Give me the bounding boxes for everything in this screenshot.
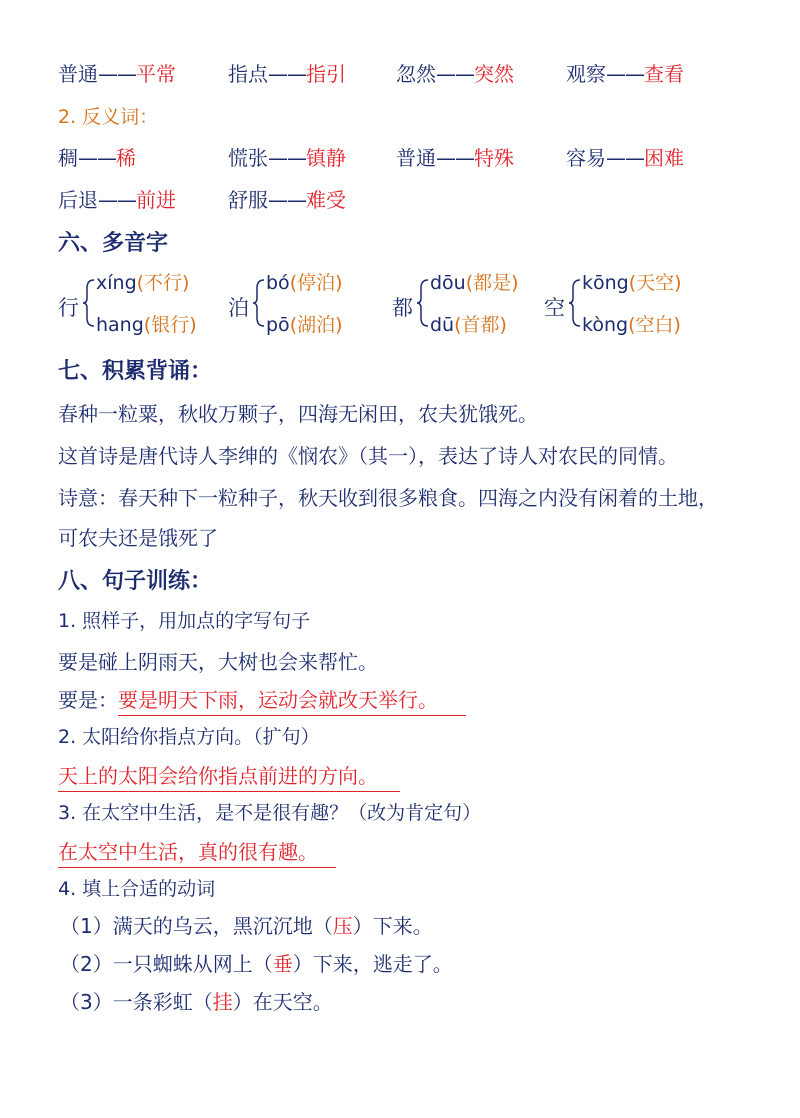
brace-icon	[416, 278, 430, 328]
brace-icon	[568, 278, 582, 328]
pair: 后退——前进	[58, 188, 176, 212]
polyphone-char: 都	[392, 296, 413, 320]
polyphone-reading-2: dū(首都)	[430, 314, 507, 336]
polyphone-char: 空	[544, 296, 565, 320]
poem-note: 这首诗是唐代诗人李绅的《悯农》（其一），表达了诗人对农民的同情。	[58, 444, 678, 468]
question-3-answer: 在太空中生活，真的很有趣。	[58, 840, 318, 864]
question-2-answer-line	[58, 760, 400, 792]
pair: 普通——特殊	[396, 146, 514, 170]
question-1-example: 要是碰上阴雨天，大树也会来帮忙。	[58, 650, 378, 674]
polyphone-reading-1: dōu(都是)	[430, 272, 519, 294]
polyphone-char: 行	[58, 296, 79, 320]
brace-icon	[252, 278, 266, 328]
pair: 容易——困难	[566, 146, 684, 170]
polyphone-char: 泊	[228, 296, 249, 320]
poem-meaning-line-2: 可农夫还是饿死了	[58, 526, 218, 550]
poem-text: 春种一粒粟，秋收万颗子，四海无闲田，农夫犹饿死。	[58, 402, 538, 426]
question-3-answer-line	[58, 836, 336, 868]
section-7-title: 七、积累背诵：	[58, 359, 213, 384]
polyphone-group	[228, 268, 398, 340]
pair: 普通——平常	[58, 62, 176, 86]
question-3: 3. 在太空中生活，是不是很有趣？（改为肯定句）	[58, 802, 482, 824]
pair: 慌张——镇静	[228, 146, 346, 170]
polyphone-group	[58, 268, 228, 340]
answer-line	[58, 836, 336, 868]
section-6-title: 六、多音字	[58, 231, 169, 256]
pair: 忽然——突然	[396, 62, 514, 86]
question-1-answer-line: 要是：要是明天下雨，运动会就改天举行。	[58, 684, 466, 716]
pair: 指点——指引	[228, 62, 346, 86]
question-4: 4. 填上合适的动词	[58, 878, 216, 900]
question-2: 2. 太阳给你指点方向。（扩句）	[58, 726, 320, 748]
pair: 稠——稀	[58, 146, 136, 170]
fill-item: （3）一条彩虹（挂）在天空。	[60, 990, 333, 1014]
section-8-title: 八、句子训练：	[58, 569, 213, 594]
polyphone-reading-2: hang(银行)	[96, 314, 197, 336]
polyphone-reading-2: pō(湖泊)	[266, 314, 343, 336]
polyphone-reading-1: kōng(天空)	[582, 272, 682, 294]
polyphone-group	[544, 268, 744, 340]
brace-icon	[82, 278, 96, 328]
question-2-answer: 天上的太阳会给你指点前进的方向。	[58, 764, 378, 788]
antonym-heading: 2. 反义词：	[58, 106, 159, 128]
question-1-answer: 要是明天下雨，运动会就改天举行。	[118, 688, 438, 712]
polyphone-reading-1: bó(停泊)	[266, 272, 343, 294]
poem-meaning-line-1: 诗意：春天种下一粒种子，秋天收到很多粮食。四海之内没有闲着的土地，	[58, 486, 718, 510]
fill-item: （1）满天的乌云，黑沉沉地（压）下来。	[60, 914, 433, 938]
question-1: 1. 照样子，用加点的字写句子	[58, 610, 311, 632]
answer-line	[118, 684, 466, 716]
polyphone-reading-2: kòng(空白)	[582, 314, 681, 336]
pair: 舒服——难受	[228, 188, 346, 212]
pair: 观察——查看	[566, 62, 684, 86]
answer-line	[58, 760, 400, 792]
polyphone-group	[392, 268, 562, 340]
fill-item: （2）一只蜘蛛从网上（垂）下来，逃走了。	[60, 952, 453, 976]
polyphone-reading-1: xíng(不行)	[96, 272, 190, 294]
